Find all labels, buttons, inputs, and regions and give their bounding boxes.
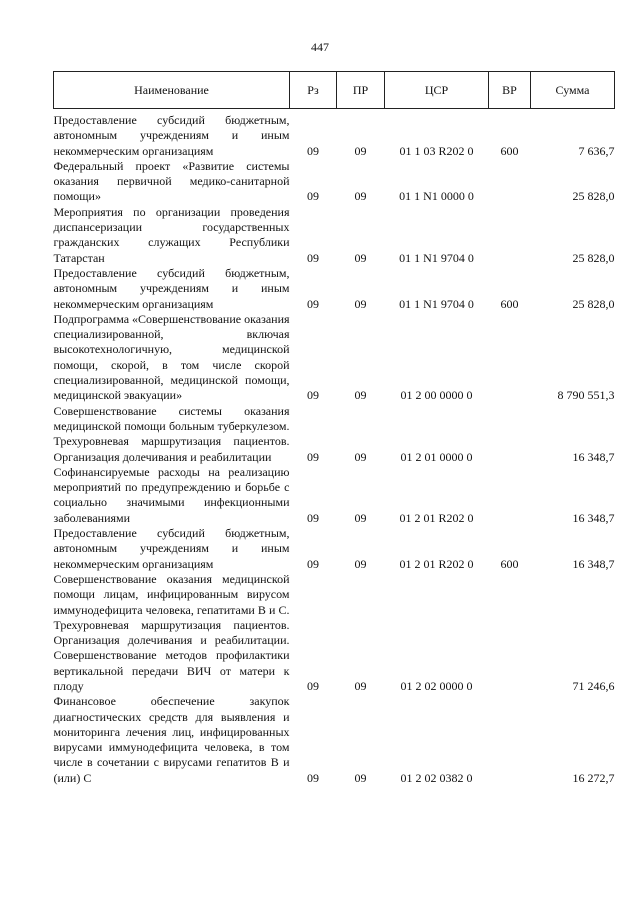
row-csr: 01 1 N1 0000 0: [399, 189, 474, 204]
budget-table: [53, 71, 615, 786]
table-row: [54, 205, 615, 266]
row-pr: 09: [354, 296, 367, 311]
row-name: Федеральный проект «Развитие системы оказания первичной медико-санитарной помощи»: [53, 158, 290, 204]
row-vr: [489, 572, 531, 694]
table-row: [54, 465, 615, 526]
row-rz: 09: [307, 678, 319, 693]
table-row: [54, 312, 615, 404]
row-pr: 09: [354, 143, 367, 158]
row-csr: 01 2 01 R202 0: [399, 510, 474, 525]
row-pr: 09: [354, 250, 367, 265]
table-row: [54, 526, 615, 572]
row-vr: [489, 205, 531, 266]
row-name: Предоставление субсидий бюджетным, автономным учреждениям и иным некоммерческим организациям: [53, 265, 290, 311]
row-sum: 16 348,7: [572, 510, 615, 525]
row-name: Предоставление субсидий бюджетным, автономным учреждениям и иным некоммерческим организациям: [53, 113, 290, 158]
row-name: Предоставление субсидий бюджетным, автономным учреждениям и иным некоммерческим организациям: [53, 526, 290, 571]
row-rz: 09: [307, 143, 319, 158]
row-name: Мероприятия по организации проведения диспансеризации государственных гражданских служащих Республики Татарстан: [53, 204, 290, 265]
row-name: Подпрограмма «Совершенствование оказания специализированной, включая высокотехнологичную, медицинской помощи, скорой, в том числе скорой специализированной, медицинской помощи, медицинской эвакуации»: [53, 311, 290, 403]
row-csr: 01 2 01 R202 0: [399, 556, 474, 571]
row-rz: 09: [307, 449, 319, 464]
row-name: Совершенствование оказания медицинской помощи лицам, инфицированным вирусом иммунодефицита человека, гепатитами В и С. Трехуровневая маршрутизация пациентов. Организация долечивания и реабилитации. Совершенствование методов профилактики вертикальной передачи ВИЧ от матери к плоду: [53, 571, 290, 693]
table-header-row: [54, 72, 615, 109]
row-vr: [489, 694, 531, 786]
page-number: 447: [311, 40, 329, 54]
row-vr: [489, 404, 531, 465]
header-pr: ПР: [337, 72, 385, 109]
table-row: [54, 113, 615, 159]
row-rz: 09: [307, 770, 319, 785]
row-sum: 25 828,0: [572, 189, 615, 204]
row-pr: 09: [354, 770, 367, 785]
row-sum: 16 348,7: [572, 556, 615, 571]
row-vr: 600: [500, 296, 519, 311]
row-vr: [489, 312, 531, 404]
row-csr: 01 2 02 0382 0: [400, 770, 473, 785]
row-pr: 09: [354, 449, 367, 464]
row-sum: 8 790 551,3: [557, 388, 615, 403]
row-csr: 01 1 03 R202 0: [399, 143, 474, 158]
row-rz: 09: [307, 189, 319, 204]
row-csr: 01 1 N1 9704 0: [399, 250, 474, 265]
row-name: Финансовое обеспечение закупок диагностических средств для выявления и мониторинга лечения лиц, инфицированных вирусами иммунодефицита человека, в том числе в сочетании с вирусами гепатитов В и (или) С: [53, 694, 290, 785]
row-pr: 09: [354, 678, 367, 693]
row-sum: 25 828,0: [572, 296, 615, 311]
row-pr: 09: [354, 510, 367, 525]
row-vr: 600: [500, 143, 519, 158]
header-csr: ЦСР: [385, 72, 489, 109]
row-name: Софинансируемые расходы на реализацию мероприятий по предупреждению и борьбе с социально значимыми инфекционными заболеваниями: [53, 464, 290, 525]
row-pr: 09: [354, 388, 367, 403]
row-pr: 09: [354, 556, 367, 571]
row-csr: 01 2 00 0000 0: [400, 388, 473, 403]
row-csr: 01 1 N1 9704 0: [399, 296, 474, 311]
row-rz: 09: [307, 296, 319, 311]
row-rz: 09: [307, 388, 319, 403]
row-name: Совершенствование системы оказания медицинской помощи больным туберкулезом. Трехуровневая маршрутизация пациентов. Организация долечивания и реабилитации: [53, 403, 290, 464]
row-csr: 01 2 01 0000 0: [400, 449, 473, 464]
table-row: [54, 159, 615, 205]
row-sum: 16 348,7: [572, 449, 615, 464]
table-row: [54, 404, 615, 465]
row-rz: 09: [307, 510, 319, 525]
table-row: [54, 266, 615, 312]
row-vr: 600: [500, 556, 519, 571]
row-csr: 01 2 02 0000 0: [400, 678, 473, 693]
row-sum: 25 828,0: [572, 250, 615, 265]
header-vr: ВР: [489, 72, 531, 109]
row-pr: 09: [354, 189, 367, 204]
header-sum: Сумма: [531, 72, 615, 109]
row-sum: 71 246,6: [572, 678, 615, 693]
row-rz: 09: [307, 250, 319, 265]
row-sum: 16 272,7: [572, 770, 615, 785]
row-vr: [489, 159, 531, 205]
header-name: Наименование: [54, 72, 290, 109]
table-row: [54, 572, 615, 694]
table-row: [54, 694, 615, 786]
row-vr: [489, 465, 531, 526]
row-rz: 09: [307, 556, 319, 571]
row-sum: 7 636,7: [578, 143, 615, 158]
header-rz: Рз: [290, 72, 337, 109]
